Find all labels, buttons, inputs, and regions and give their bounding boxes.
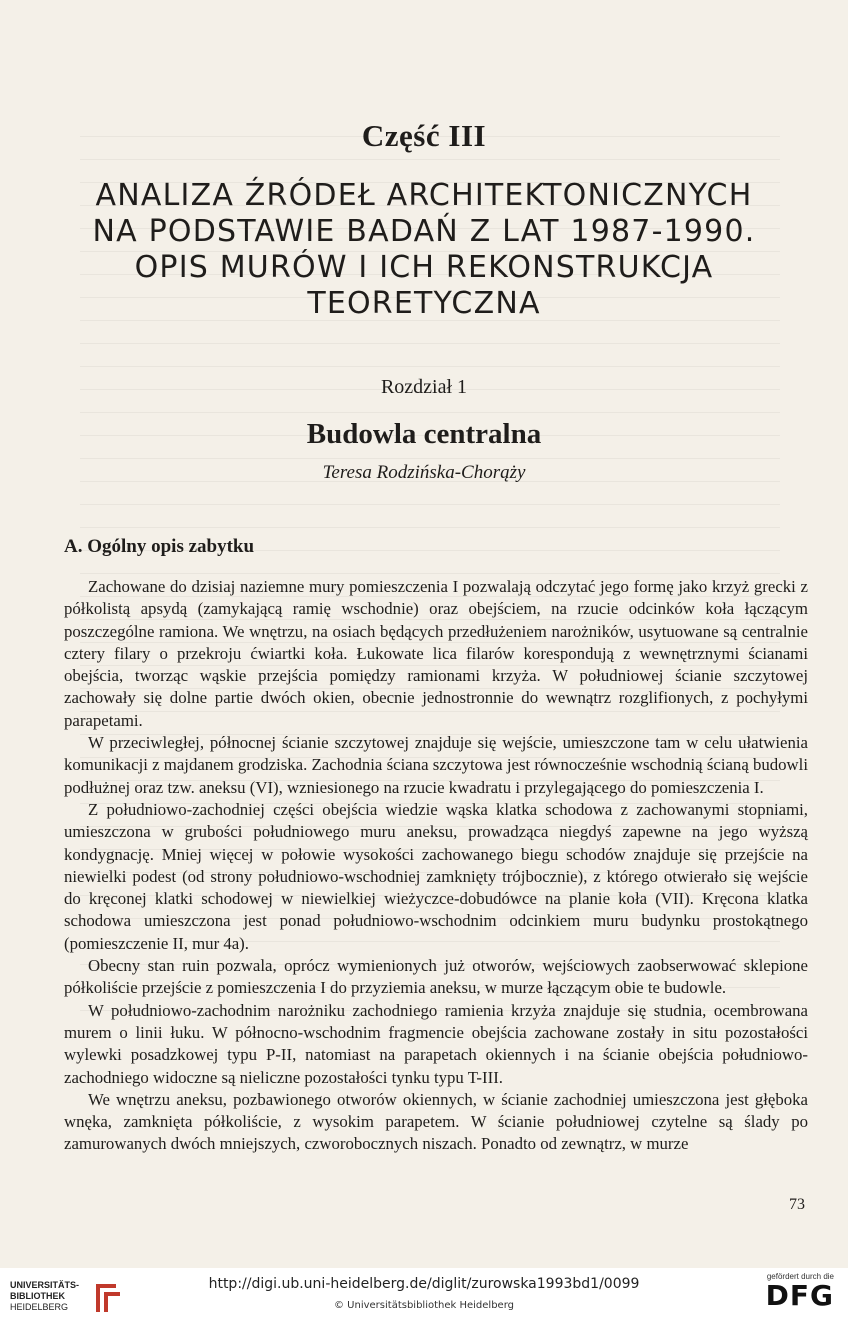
part-title-line: TEORETYCZNA <box>307 286 541 321</box>
funder-logo[interactable] <box>766 1272 834 1311</box>
part-title <box>60 178 788 322</box>
chapter-title: Budowla centralna <box>306 418 542 450</box>
body-text <box>64 576 808 1156</box>
source-url-link[interactable]: http://digi.ub.uni-heidelberg.de/diglit/zurowska1993bd1/0099 <box>208 1276 640 1292</box>
library-name-line: HEIDELBERG <box>10 1302 69 1312</box>
digitization-footer <box>0 1268 848 1324</box>
part-title-line: ANALIZA ŹRÓDEŁ ARCHITEKTONICZNYCH <box>95 178 753 213</box>
part-heading: Część III <box>361 118 487 153</box>
library-name-line: UNIVERSITÄTS- <box>10 1280 80 1290</box>
author-name: Teresa Rodzińska-Chorąży <box>322 462 526 483</box>
dfg-logo-text: DFG <box>765 1279 834 1312</box>
paragraph: Obecny stan ruin pozwala, oprócz wymienionych już otworów, wejściowych zaobserwować sklepione półkoliście przejście z pomieszczenia I do przyziemia aneksu, w murze łączącym obie te budowle. <box>64 956 808 998</box>
part-title-line: OPIS MURÓW I ICH REKONSTRUKCJA <box>134 250 714 285</box>
funder-caption: gefördert durch die <box>766 1272 834 1281</box>
paragraph: Zachowane do dzisiaj naziemne mury pomieszczenia I pozwalają odczytać jego formę jako krzyż grecki z półkolistą apsydą (zamykającą ramię wschodnie) oraz obejściem, na rzucie odcinków koła łączącym poszczególne ramiona. We wnętrzu, na osiach będących przedłużeniem narożników, usytuowane są centralnie cztery filary o przekroju ćwiartki koła. Łukowate lica filarów korespondują z wewnętrznymi ścianami obejścia, tworząc wąskie przejścia pomiędzy ramionami krzyża. W południowej ścianie szczytowej zachowały się dolne partie dwóch okien, obecnie jednostronnie do wewnątrz rozglifionych, z pochyłymi parapetami. <box>64 577 808 730</box>
paragraph: We wnętrzu aneksu, pozbawionego otworów okiennych, w ścianie zachodniej umieszczona jest głęboka wnęka, zamknięta półkoliście, z wysokim parapetem. W ścianie południowej czytelne są ślady po zamurowanych dwóch mniejszych, czworobocznych niszach. Ponadto od zewnątrz, w murze <box>64 1089 808 1154</box>
copyright-text: © Universitätsbibliothek Heidelberg <box>333 1300 514 1311</box>
page-number: 73 <box>789 1196 805 1213</box>
part-title-line: NA PODSTAWIE BADAŃ Z LAT 1987-1990. <box>92 214 756 249</box>
section-heading: A. Ogólny opis zabytku <box>64 536 255 557</box>
paragraph: W południowo-zachodnim narożniku zachodniego ramienia krzyża znajduje się studnia, ocembrowana murem o linii łuku. W północno-wschodnim fragmencie obejścia zachowane zostały in situ pozostałości wylewki posadzkowej typu P-II, natomiast na parapetach okiennych i na ścianie obejścia południowo-zachodniego widoczne są nieliczne pozostałości tynku typu T-III. <box>64 1000 808 1087</box>
library-name-line: BIBLIOTHEK <box>10 1291 65 1301</box>
paragraph: Z południowo-zachodniej części obejścia wiedzie wąska klatka schodowa z zachowanymi stopniami, umieszczona w grubości południowego muru aneksu, prowadząca niegdyś zapewne na jego wyższą kondygnację. Mniej więcej w połowie wysokości zachowanego biegu schodów znajduje się przejście na niewielki podest (od strony południowo-wschodniej zamknięty trójbocznie), z którego otwierało się wejście do kręconej klatki schodowej w niewielkiej wieżyczce-dobudówce na planie koła (VII). Kręcona klatka schodowa umieszczona jest ponad południowo-wschodnim odcinkiem muru budynku prostokątnego (pomieszczenie II, mur 4a). <box>64 799 808 953</box>
chapter-label: Rozdział 1 <box>380 376 468 398</box>
paragraph: W przeciwległej, północnej ścianie szczytowej znajduje się wejście, umieszczone tam w celu ułatwienia komunikacji z majdanem grodziska. Zachodnia ściana szczytowa jest równocześnie wschodnią ścianą budowli podłużnej oraz tzw. aneksu (VI), wzniesionego na rzucie kwadratu i przylegającego do pomieszczenia I. <box>64 733 808 797</box>
